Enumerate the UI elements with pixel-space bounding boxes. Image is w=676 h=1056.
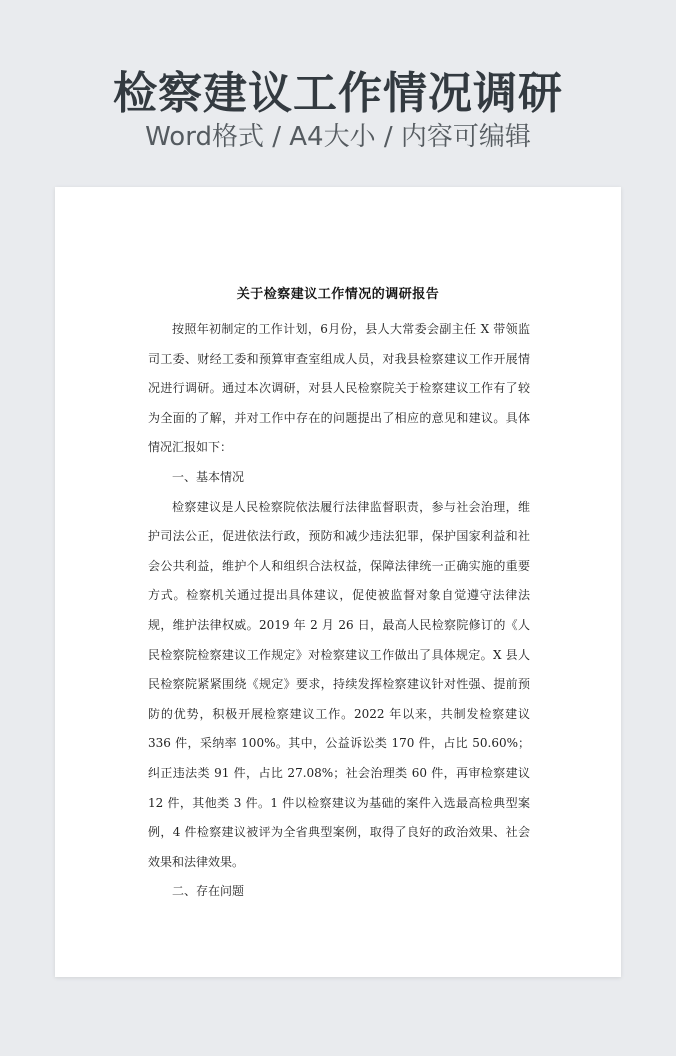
document-body xyxy=(148,315,530,907)
section-heading-basic: 一、基本情况 xyxy=(172,469,245,484)
paragraph-intro: 按照年初制定的工作计划，6月份，县人大常委会副主任 X 带领监司工委、财经工委和预算审查室组成人员，对我县检察建议工作开展情况进行调研。通过本次调研，对县人民检察院关于检察建议工作有了较为全面的了解，并对工作中存在的问题提出了相应的意见和建议。具体情况汇报如下： xyxy=(148,322,530,455)
section-heading-problems: 二、存在问题 xyxy=(172,884,245,899)
document-title: 关于检察建议工作情况的调研报告 xyxy=(236,287,440,302)
paragraph-basic-situation: 检察建议是人民检察院依法履行法律监督职责，参与社会治理，维护司法公正，促进依法行政，预防和减少违法犯罪，保护国家利益和社会公共利益，维护个人和组织合法权益，保障法律统一正确实施的重要方式。检察机关通过提出具体建议，促使被监督对象自觉遵守法律法规，维护法律权威。2019 年 2 月 26 日，最高人民检察院修订的《人民检察院检察建议工作规定》对检察建议工作做出了具体规定。X 县人民检察院紧紧围绕《规定》要求，持续发挥检察建议针对性强、提前预防的优势，积极开展检察建议工作。2022 年以来，共制发检察建议 336 件，采纳率 100%。其中，公益诉讼类 170 件，占比 50.60%；纠正违法类 91 件，占比 27.08%；社会治理类 60 件，再审检察建议 12 件，其他类 3 件。1 件以检察建议为基础的案件入选最高检典型案例，4 件检察建议被评为全省典型案例，取得了良好的政治效果、社会效果和法律效果。 xyxy=(148,499,530,869)
document-page xyxy=(55,187,621,977)
promo-title: 检察建议工作情况调研 xyxy=(113,68,563,119)
promo-subtitle: Word格式 / A4大小 / 内容可编辑 xyxy=(145,122,531,152)
